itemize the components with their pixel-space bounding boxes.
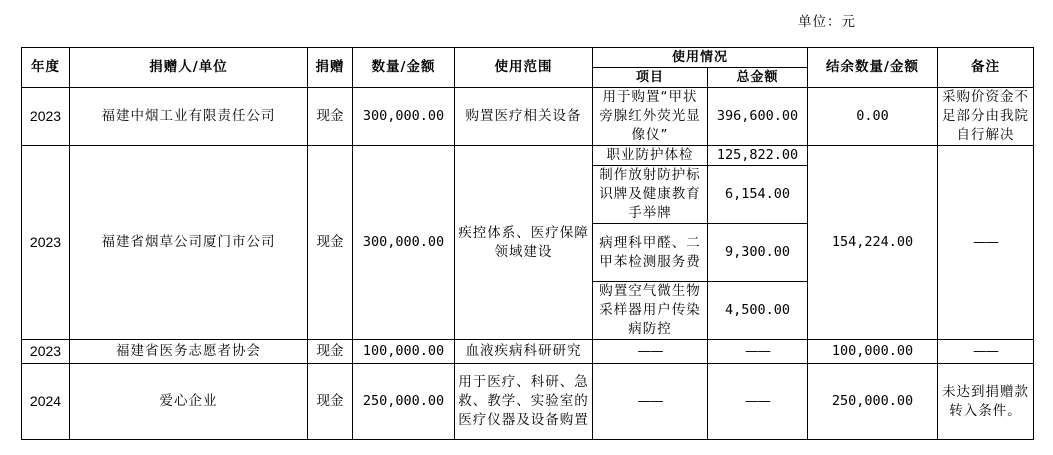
header-usage-total: 总金额 xyxy=(708,68,808,88)
cell-donor: 福建省医务志愿者协会 xyxy=(70,340,308,364)
header-remaining: 结余数量/金额 xyxy=(808,48,938,88)
cell-note: —— xyxy=(938,146,1034,340)
table-row xyxy=(22,364,1034,440)
cell-donor: 福建中烟工业有限责任公司 xyxy=(70,88,308,146)
table-row xyxy=(22,146,1034,166)
donation-table xyxy=(21,47,1034,440)
cell-scope: 购置医疗相关设备 xyxy=(455,88,593,146)
header-row xyxy=(22,48,1034,68)
cell-usage-total: 4,500.00 xyxy=(708,282,808,340)
cell-remaining: 0.00 xyxy=(808,88,938,146)
header-type: 捐赠 xyxy=(308,48,353,88)
cell-usage-item: —— xyxy=(593,364,708,440)
cell-usage-total: 9,300.00 xyxy=(708,224,808,282)
cell-usage-item: 制作放射防护标识牌及健康教育手举牌 xyxy=(593,166,708,224)
cell-note: 采购价资金不足部分由我院自行解决 xyxy=(938,88,1034,146)
cell-scope: 疾控体系、医疗保障领域建设 xyxy=(455,146,593,340)
cell-year: 2023 xyxy=(22,146,70,340)
cell-usage-total: 396,600.00 xyxy=(708,88,808,146)
cell-usage-total: —— xyxy=(708,364,808,440)
cell-usage-item: 用于购置“甲状旁腺红外荧光显像仪” xyxy=(593,88,708,146)
cell-remaining: 100,000.00 xyxy=(808,340,938,364)
cell-donor: 爱心企业 xyxy=(70,364,308,440)
cell-amount: 250,000.00 xyxy=(353,364,455,440)
cell-amount: 100,000.00 xyxy=(353,340,455,364)
cell-amount: 300,000.00 xyxy=(353,146,455,340)
cell-note: 未达到捐赠款转入条件。 xyxy=(938,364,1034,440)
cell-remaining: 250,000.00 xyxy=(808,364,938,440)
cell-usage-item: —— xyxy=(593,340,708,364)
cell-type: 现金 xyxy=(308,146,353,340)
header-amount: 数量/金额 xyxy=(353,48,455,88)
header-usage: 使用情况 xyxy=(593,48,808,68)
cell-type: 现金 xyxy=(308,364,353,440)
cell-usage-item: 病理科甲醛、二甲苯检测服务费 xyxy=(593,224,708,282)
header-donor: 捐赠人/单位 xyxy=(70,48,308,88)
header-usage-item: 项目 xyxy=(593,68,708,88)
cell-usage-total: 6,154.00 xyxy=(708,166,808,224)
header-scope: 使用范围 xyxy=(455,48,593,88)
cell-amount: 300,000.00 xyxy=(353,88,455,146)
cell-year: 2024 xyxy=(22,364,70,440)
cell-usage-total: —— xyxy=(708,340,808,364)
header-year: 年度 xyxy=(22,48,70,88)
cell-donor: 福建省烟草公司厦门市公司 xyxy=(70,146,308,340)
cell-type: 现金 xyxy=(308,340,353,364)
cell-note: —— xyxy=(938,340,1034,364)
table-row xyxy=(22,88,1034,146)
cell-usage-item: 购置空气微生物采样器用户传染病防控 xyxy=(593,282,708,340)
cell-usage-item: 职业防护体检 xyxy=(593,146,708,166)
cell-remaining: 154,224.00 xyxy=(808,146,938,340)
cell-scope: 血液疾病科研研究 xyxy=(455,340,593,364)
cell-scope: 用于医疗、科研、急救、教学、实验室的医疗仪器及设备购置 xyxy=(455,364,593,440)
header-note: 备注 xyxy=(938,48,1034,88)
cell-year: 2023 xyxy=(22,88,70,146)
unit-label: 单位：元 xyxy=(798,14,856,30)
cell-type: 现金 xyxy=(308,88,353,146)
cell-usage-total: 125,822.00 xyxy=(708,146,808,166)
table-row xyxy=(22,340,1034,364)
cell-year: 2023 xyxy=(22,340,70,364)
